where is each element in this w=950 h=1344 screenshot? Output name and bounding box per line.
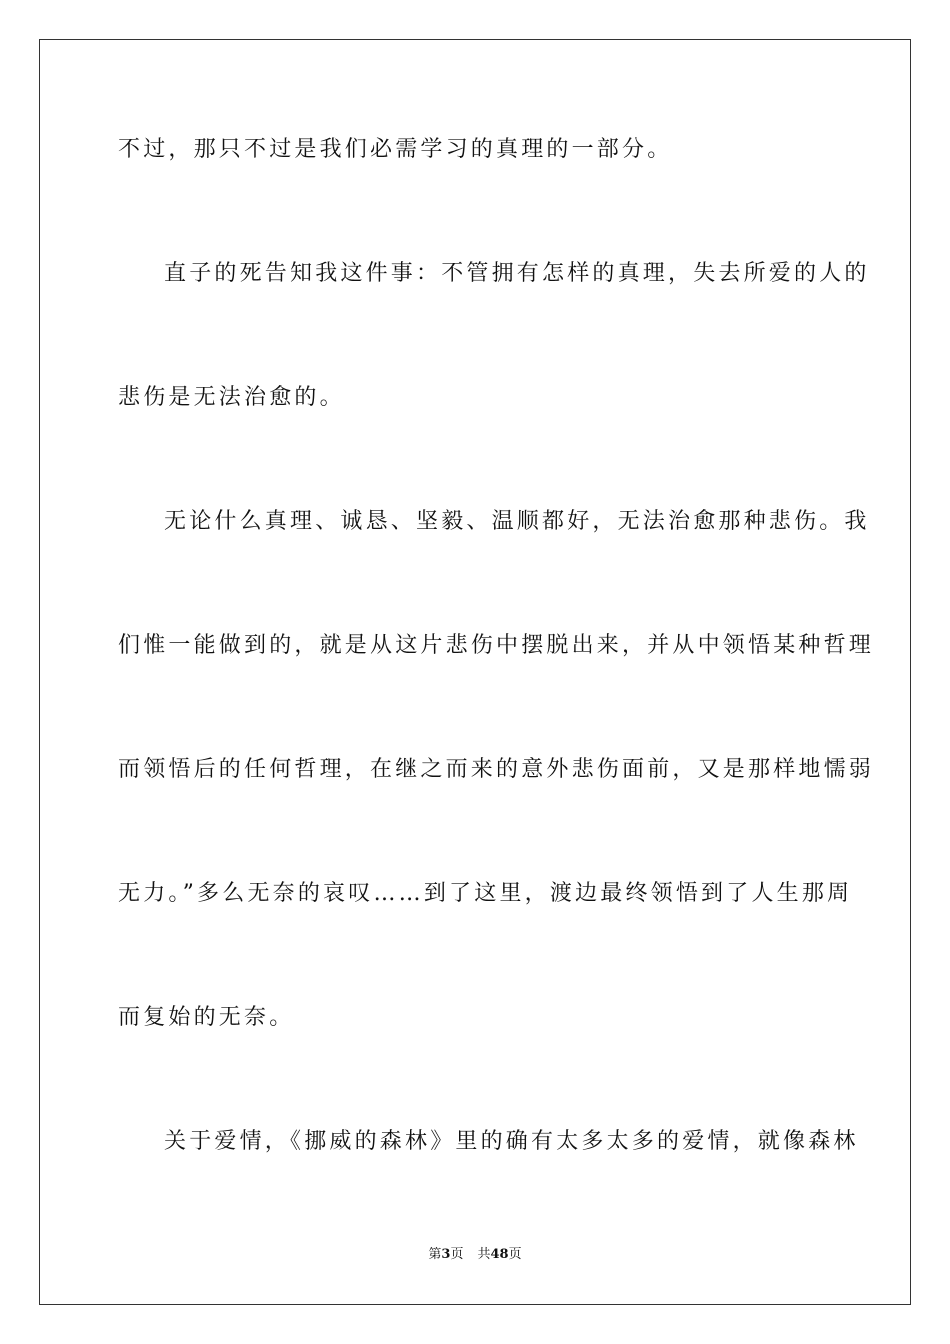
page-prefix: 第 <box>428 1247 442 1262</box>
text-line-1: 不过，那只不过是我们必需学习的真理的一部分。 <box>118 137 673 162</box>
text-line-9: 关于爱情，《挪威的森林》里的确有太多太多的爱情，就像森林 <box>164 1129 859 1154</box>
text-line-6: 而领悟后的任何哲理，在继之而来的意外悲伤面前，又是那样地懦弱 <box>118 757 875 782</box>
text-line-5: 们惟一能做到的，就是从这片悲伤中摆脱出来，并从中领悟某种哲理 <box>118 633 875 658</box>
page-number: 3 <box>441 1247 451 1262</box>
text-line-8: 而复始的无奈。 <box>118 1005 295 1030</box>
total-suffix: 页 <box>508 1247 522 1262</box>
total-prefix: 共 <box>477 1247 491 1262</box>
total-pages: 48 <box>490 1247 509 1262</box>
page-suffix: 页 <box>450 1247 464 1262</box>
text-line-3: 悲伤是无法治愈的。 <box>118 385 345 410</box>
page-footer <box>0 1246 950 1264</box>
page-border <box>39 39 911 1305</box>
text-line-7: 无力。”多么无奈的哀叹……到了这里，渡边最终领悟到了人生那周 <box>118 881 853 906</box>
text-line-4: 无论什么真理、诚恳、坚毅、温顺都好，无法治愈那种悲伤。我 <box>164 509 870 534</box>
text-line-2: 直子的死告知我这件事：不管拥有怎样的真理，失去所爱的人的 <box>164 261 870 286</box>
